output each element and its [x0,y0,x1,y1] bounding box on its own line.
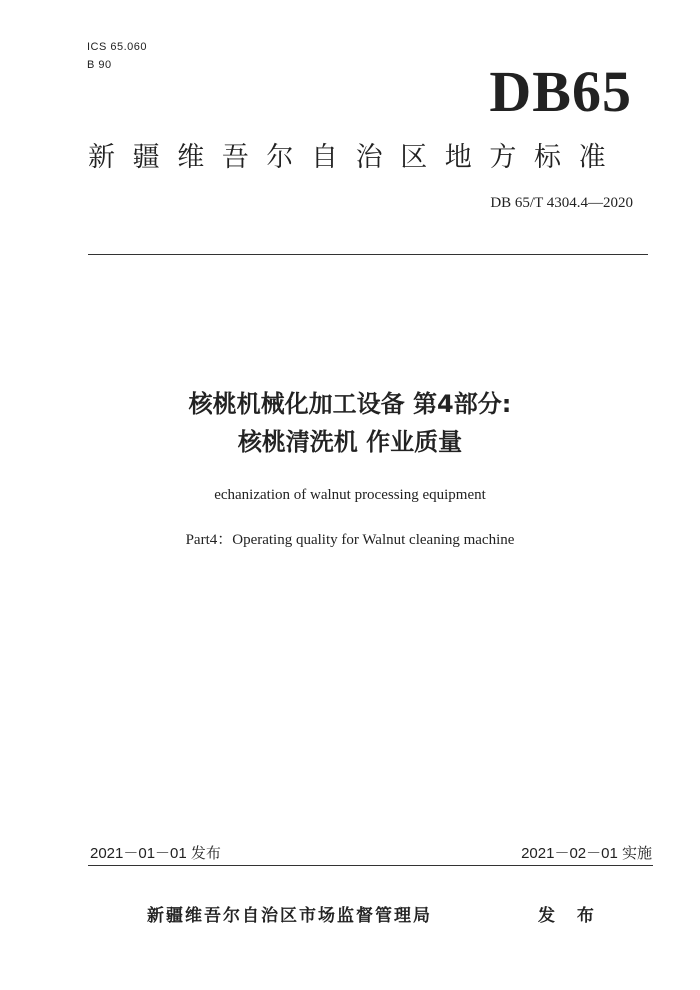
ccs-code: B 90 [87,59,112,71]
publish-date: 2021－01－01 发布 [90,845,221,862]
issuing-authority: 新疆维吾尔自治区市场监督管理局 [147,906,432,926]
footer-divider [88,865,653,866]
document-title-cn-line2: 核桃清洗机 作业质量 [237,428,463,456]
standard-kind-title: 新疆维吾尔自治区地方标准 [88,142,624,173]
document-title-en-line1: echanization of walnut processing equipment [214,487,486,503]
ics-code: ICS 65.060 [87,41,148,53]
header-divider [88,254,648,255]
publish-label: 发 布 [538,906,602,926]
document-title-cn-line1: 核桃机械化加工设备 第4部分: [188,390,512,418]
implement-date: 2021－02－01 实施 [521,845,652,862]
standard-mark: DB65 [489,59,632,124]
document-title-en-line2: Part4：Operating quality for Walnut cleaning machine [185,532,515,548]
standard-number: DB 65/T 4304.4—2020 [490,195,633,211]
